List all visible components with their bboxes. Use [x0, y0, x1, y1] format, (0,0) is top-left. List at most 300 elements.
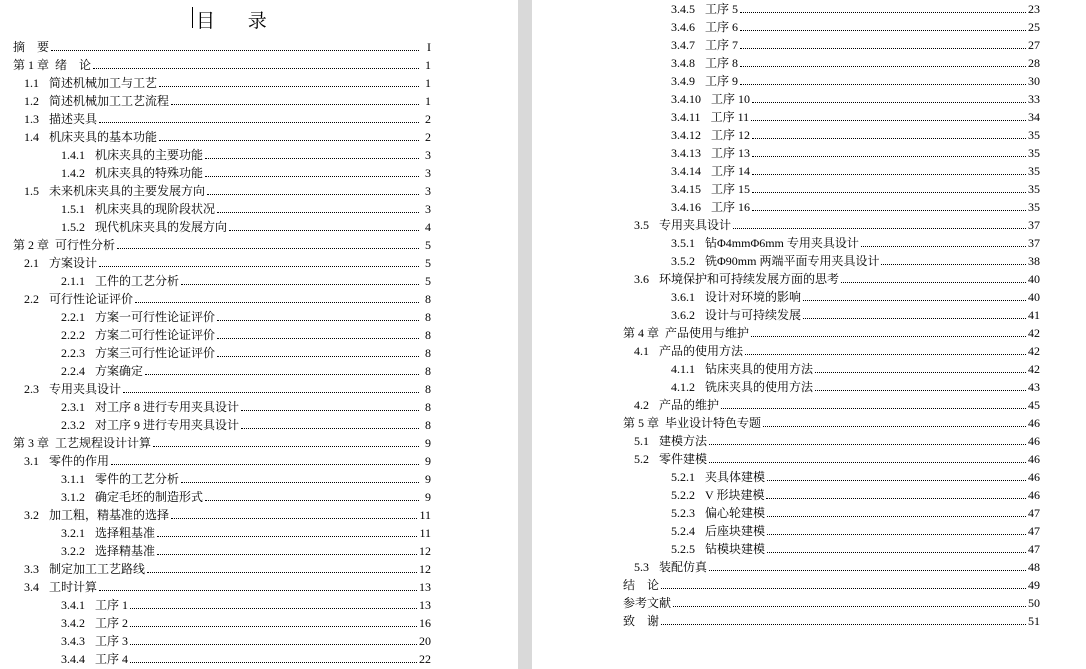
toc-entry-number: 1.2	[24, 94, 39, 108]
toc-entry-title: 零件的作用	[49, 454, 110, 468]
toc-entry-title: 零件建模	[659, 452, 708, 466]
toc-entry[interactable]	[671, 106, 1040, 124]
toc-entry-page: 13	[419, 598, 431, 612]
dot-leader	[815, 372, 1026, 373]
dot-leader	[740, 30, 1026, 31]
toc-entry[interactable]	[671, 16, 1040, 34]
dot-leader	[181, 482, 419, 483]
toc-entry-title: 加工粗，精基准的选择	[49, 508, 170, 522]
toc-entry[interactable]	[24, 576, 431, 594]
toc-entry-number: 5.2.3	[671, 506, 695, 520]
toc-entry[interactable]	[671, 52, 1040, 70]
toc-entry[interactable]	[671, 358, 1040, 376]
toc-entry-page: 33	[1028, 92, 1040, 106]
dot-leader	[733, 228, 1026, 229]
toc-entry-title: 机床夹具的基本功能	[49, 130, 158, 144]
toc-entry[interactable]	[634, 340, 1040, 358]
dot-leader	[99, 122, 419, 123]
dot-leader	[752, 102, 1026, 103]
toc-entry[interactable]	[13, 36, 431, 54]
toc-entry-title: 工序 14	[711, 164, 751, 178]
dot-leader	[205, 500, 419, 501]
dot-leader	[661, 588, 1026, 589]
toc-entry-title: 偏心轮建模	[705, 506, 766, 520]
toc-entry-page: 28	[1028, 56, 1040, 70]
toc-entry-title: 零件的工艺分析	[95, 472, 180, 486]
toc-entry[interactable]	[634, 448, 1040, 466]
toc-entry-number: 摘 要	[13, 40, 50, 54]
toc-entry-number: 4.1.1	[671, 362, 695, 376]
toc-entry-page: 45	[1028, 398, 1040, 412]
toc-entry[interactable]	[24, 288, 431, 306]
toc-entry[interactable]	[61, 162, 431, 180]
toc-entry[interactable]	[671, 142, 1040, 160]
toc-entry-title: 方案二可行性论证评价	[95, 328, 216, 342]
toc-entry-page: 13	[419, 580, 431, 594]
toc-entry-page: 30	[1028, 74, 1040, 88]
toc-entry-number: 3.1.1	[61, 472, 85, 486]
toc-entry-page: 46	[1028, 434, 1040, 448]
toc-entry-number: 5.1	[634, 434, 649, 448]
dot-leader	[207, 194, 419, 195]
toc-title: 目 录	[196, 11, 281, 32]
toc-entry[interactable]	[24, 252, 431, 270]
toc-entry[interactable]	[24, 504, 431, 522]
dot-leader	[229, 230, 419, 231]
toc-entry[interactable]	[671, 70, 1040, 88]
toc-entry-page: 25	[1028, 20, 1040, 34]
toc-entry[interactable]	[61, 324, 431, 342]
toc-entry-title: 工序 16	[711, 200, 751, 214]
toc-entry[interactable]	[634, 556, 1040, 574]
toc-entry-page: 8	[425, 292, 431, 306]
toc-entry-number: 第 3 章	[13, 436, 50, 450]
toc-entry-page: 43	[1028, 380, 1040, 394]
toc-entry[interactable]	[671, 88, 1040, 106]
toc-entry[interactable]	[671, 250, 1040, 268]
toc-entry-title: 工序 9	[705, 74, 739, 88]
dot-leader	[841, 282, 1026, 283]
dot-leader	[99, 590, 417, 591]
toc-entry-page: 20	[419, 634, 431, 648]
toc-entry-page: 3	[425, 184, 431, 198]
toc-entry[interactable]	[623, 574, 1040, 592]
toc-entry-title: 工件的工艺分析	[95, 274, 180, 288]
dot-leader	[145, 374, 419, 375]
dot-leader	[767, 552, 1026, 553]
toc-entry-page: 1	[425, 76, 431, 90]
toc-entry-number: 5.2.4	[671, 524, 695, 538]
toc-entry-number: 3.4.5	[671, 2, 695, 16]
dot-leader	[157, 554, 417, 555]
toc-entry[interactable]	[61, 216, 431, 234]
dot-leader	[241, 410, 419, 411]
toc-entry[interactable]	[623, 322, 1040, 340]
dot-leader	[181, 284, 419, 285]
toc-entry-number: 5.2.1	[671, 470, 695, 484]
toc-entry-title: 方案设计	[49, 256, 98, 270]
toc-entry-title: 钻Φ4mmΦ6mm 专用夹具设计	[705, 236, 859, 250]
toc-entry-number: 3.1	[24, 454, 39, 468]
toc-entry-title: 工序 1	[95, 598, 129, 612]
toc-entry-number: 2.3	[24, 382, 39, 396]
toc-entry-number: 3.6	[634, 272, 649, 286]
toc-entry[interactable]	[24, 180, 431, 198]
toc-entry-page: 23	[1028, 2, 1040, 16]
toc-entry-page: 37	[1028, 218, 1040, 232]
toc-page-left	[0, 0, 518, 669]
toc-entry-number: 1.1	[24, 76, 39, 90]
dot-leader	[147, 572, 417, 573]
toc-entry-page: I	[427, 40, 431, 54]
toc-entry-number: 3.4.6	[671, 20, 695, 34]
toc-entry-number: 第 2 章	[13, 238, 50, 252]
toc-entry[interactable]	[24, 378, 431, 396]
toc-entry-number: 3.4.2	[61, 616, 85, 630]
toc-entry-page: 8	[425, 418, 431, 432]
toc-entry-page: 51	[1028, 614, 1040, 628]
toc-entry-number: 2.2.2	[61, 328, 85, 342]
toc-entry-number: 1.3	[24, 112, 39, 126]
toc-entry-number: 3.4.9	[671, 74, 695, 88]
toc-entry-number: 2.2.3	[61, 346, 85, 360]
toc-entry-number: 结 论	[623, 578, 660, 592]
toc-entry-title: 设计与可持续发展	[705, 308, 802, 322]
toc-entry-page: 46	[1028, 488, 1040, 502]
toc-entry-title: 未来机床夹具的主要发展方向	[49, 184, 206, 198]
toc-entry[interactable]	[671, 124, 1040, 142]
dot-leader	[740, 66, 1026, 67]
dot-leader	[135, 302, 419, 303]
dot-leader	[740, 84, 1026, 85]
toc-page-right	[532, 0, 1086, 669]
toc-entry-title: 产品的使用方法	[659, 344, 744, 358]
toc-entry-page: 5	[425, 256, 431, 270]
toc-entry-title: 后座块建模	[705, 524, 766, 538]
dot-leader	[751, 336, 1026, 337]
toc-entry-page: 47	[1028, 542, 1040, 556]
toc-entry-title: 描述夹具	[49, 112, 98, 126]
toc-entry-number: 2.3.1	[61, 400, 85, 414]
toc-entry[interactable]	[671, 376, 1040, 394]
toc-entry-page: 11	[419, 508, 431, 522]
toc-entry[interactable]	[24, 126, 431, 144]
toc-entry-title: 简述机械加工工艺流程	[49, 94, 170, 108]
toc-entry-page: 12	[419, 544, 431, 558]
toc-entry-title: 现代机床夹具的发展方向	[95, 220, 228, 234]
toc-entry-page: 40	[1028, 272, 1040, 286]
dot-leader	[803, 300, 1026, 301]
dot-leader	[130, 626, 417, 627]
dot-leader	[745, 354, 1026, 355]
dot-leader	[157, 536, 417, 537]
toc-entry-page: 35	[1028, 146, 1040, 160]
toc-entry[interactable]	[671, 0, 1040, 16]
toc-entry-number: 参考文献	[623, 596, 672, 610]
toc-entry-title: 方案三可行性论证评价	[95, 346, 216, 360]
toc-entry-number: 3.2	[24, 508, 39, 522]
toc-entry-page: 34	[1028, 110, 1040, 124]
dot-leader	[766, 498, 1026, 499]
toc-entry[interactable]	[623, 610, 1040, 628]
toc-entry-title: 工序 4	[95, 652, 129, 666]
dot-leader	[861, 246, 1026, 247]
toc-entry-number: 5.2.2	[671, 488, 695, 502]
toc-entry[interactable]	[13, 54, 431, 72]
toc-entry[interactable]	[61, 594, 431, 612]
toc-entry[interactable]	[671, 160, 1040, 178]
toc-entry-page: 9	[425, 472, 431, 486]
toc-entry-number: 3.5.1	[671, 236, 695, 250]
toc-entry[interactable]	[61, 198, 431, 216]
toc-entry[interactable]	[24, 108, 431, 126]
dot-leader	[241, 428, 419, 429]
toc-entry[interactable]	[24, 450, 431, 468]
toc-entry[interactable]	[61, 270, 431, 288]
toc-entry-number: 3.3	[24, 562, 39, 576]
toc-entry-title: 选择粗基准	[95, 526, 156, 540]
toc-entry[interactable]	[61, 648, 431, 666]
toc-entry-page: 49	[1028, 578, 1040, 592]
toc-entry-page: 50	[1028, 596, 1040, 610]
toc-entry-title: 工艺规程设计计算	[55, 436, 152, 450]
toc-entry-title: 对工序 8 进行专用夹具设计	[95, 400, 240, 414]
toc-entry-page: 46	[1028, 416, 1040, 430]
toc-entry[interactable]	[61, 360, 431, 378]
toc-entry[interactable]	[24, 558, 431, 576]
toc-entry-number: 3.5.2	[671, 254, 695, 268]
toc-entry-title: 简述机械加工与工艺	[49, 76, 158, 90]
toc-entry-page: 47	[1028, 524, 1040, 538]
toc-entry-page: 35	[1028, 128, 1040, 142]
dot-leader	[709, 570, 1026, 571]
toc-entry-title: 机床夹具的主要功能	[95, 148, 204, 162]
toc-entry-title: 工时计算	[49, 580, 98, 594]
toc-entry-number: 3.4.12	[671, 128, 701, 142]
toc-entry-title: 设计对环境的影响	[705, 290, 802, 304]
toc-entry-number: 3.4.10	[671, 92, 701, 106]
toc-entry-page: 35	[1028, 200, 1040, 214]
toc-entry[interactable]	[13, 234, 431, 252]
toc-entry-title: 工序 6	[705, 20, 739, 34]
dot-leader	[752, 210, 1026, 211]
toc-entry[interactable]	[61, 540, 431, 558]
text-cursor	[192, 7, 193, 28]
toc-entry-number: 3.4.3	[61, 634, 85, 648]
toc-entry[interactable]	[24, 72, 431, 90]
toc-entry-title: 工序 5	[705, 2, 739, 16]
toc-entry[interactable]	[634, 394, 1040, 412]
toc-entry-page: 48	[1028, 560, 1040, 574]
toc-entry[interactable]	[671, 538, 1040, 556]
toc-entry-title: 工序 8	[705, 56, 739, 70]
dot-leader	[205, 176, 419, 177]
dot-leader	[767, 516, 1026, 517]
toc-entry-page: 8	[425, 364, 431, 378]
toc-entry-page: 8	[425, 328, 431, 342]
toc-entry-number: 3.4.7	[671, 38, 695, 52]
toc-entry[interactable]	[24, 90, 431, 108]
dot-leader	[153, 446, 419, 447]
toc-entry[interactable]	[671, 178, 1040, 196]
toc-entry[interactable]	[61, 396, 431, 414]
toc-entry-page: 1	[425, 58, 431, 72]
toc-entry-page: 22	[419, 652, 431, 666]
dot-leader	[117, 248, 419, 249]
toc-entry-title: 绪 论	[55, 58, 92, 72]
dot-leader	[217, 356, 419, 357]
toc-entry-number: 5.2.5	[671, 542, 695, 556]
toc-entry-number: 1.5.1	[61, 202, 85, 216]
toc-entry[interactable]	[671, 34, 1040, 52]
toc-entry-number: 3.4.4	[61, 652, 85, 666]
toc-entry[interactable]	[13, 432, 431, 450]
toc-entry[interactable]	[61, 306, 431, 324]
toc-entry[interactable]	[671, 286, 1040, 304]
toc-entry[interactable]	[634, 214, 1040, 232]
toc-entry-page: 41	[1028, 308, 1040, 322]
toc-entry[interactable]	[671, 502, 1040, 520]
toc-entry-title: 工序 13	[711, 146, 751, 160]
toc-entry[interactable]	[623, 592, 1040, 610]
toc-entry-title: 方案确定	[95, 364, 144, 378]
toc-entry-page: 9	[425, 490, 431, 504]
toc-entry-page: 8	[425, 382, 431, 396]
toc-entry-title: 专用夹具设计	[659, 218, 732, 232]
toc-entry-title: 机床夹具的特殊功能	[95, 166, 204, 180]
dot-leader	[217, 320, 419, 321]
toc-entry-page: 38	[1028, 254, 1040, 268]
toc-entry-number: 1.4.1	[61, 148, 85, 162]
dot-leader	[709, 444, 1026, 445]
toc-entry-number: 1.4	[24, 130, 39, 144]
toc-entry-title: 对工序 9 进行专用夹具设计	[95, 418, 240, 432]
toc-entry-page: 5	[425, 238, 431, 252]
toc-entry-number: 3.4.15	[671, 182, 701, 196]
dot-leader	[130, 644, 417, 645]
toc-entry[interactable]	[634, 430, 1040, 448]
toc-entry-number: 3.4	[24, 580, 39, 594]
toc-entry-title: 机床夹具的现阶段状况	[95, 202, 216, 216]
toc-entry-page: 37	[1028, 236, 1040, 250]
dot-leader	[171, 518, 417, 519]
dot-leader	[205, 158, 419, 159]
dot-leader	[217, 212, 419, 213]
toc-entry[interactable]	[61, 486, 431, 504]
dot-leader	[815, 390, 1026, 391]
toc-entry-number: 3.4.1	[61, 598, 85, 612]
toc-entry[interactable]	[61, 612, 431, 630]
dot-leader	[767, 480, 1026, 481]
toc-entry[interactable]	[61, 342, 431, 360]
toc-entry-number: 3.4.16	[671, 200, 701, 214]
toc-entry[interactable]	[671, 484, 1040, 502]
toc-entry-title: 工序 11	[710, 110, 750, 124]
toc-entry-number: 3.6.2	[671, 308, 695, 322]
dot-leader	[159, 140, 419, 141]
toc-entry-page: 8	[425, 346, 431, 360]
toc-entry[interactable]	[671, 232, 1040, 250]
dot-leader	[803, 318, 1026, 319]
toc-entry-page: 8	[425, 400, 431, 414]
dot-leader	[93, 68, 419, 69]
toc-entry-title: 选择精基准	[95, 544, 156, 558]
toc-entry[interactable]	[61, 522, 431, 540]
toc-entry-title: 钻床夹具的使用方法	[705, 362, 814, 376]
toc-entry-title: 夹具体建模	[705, 470, 766, 484]
toc-entry-page: 42	[1028, 344, 1040, 358]
toc-entry[interactable]	[623, 412, 1040, 430]
dot-leader	[130, 608, 417, 609]
toc-entry[interactable]	[61, 414, 431, 432]
toc-entry-title: 装配仿真	[659, 560, 708, 574]
toc-entry[interactable]	[671, 466, 1040, 484]
toc-entry-title: V 形块建模	[705, 488, 765, 502]
toc-entry-title: 专用夹具设计	[49, 382, 122, 396]
toc-entry[interactable]	[671, 196, 1040, 214]
toc-entry-page: 8	[425, 310, 431, 324]
toc-entry-page: 3	[425, 148, 431, 162]
toc-entry-number: 3.4.14	[671, 164, 701, 178]
toc-entry-title: 确定毛坯的制造形式	[95, 490, 204, 504]
toc-entry[interactable]	[61, 630, 431, 648]
toc-entry-number: 3.4.13	[671, 146, 701, 160]
toc-entry-number: 2.2.4	[61, 364, 85, 378]
toc-entry-number: 2.2.1	[61, 310, 85, 324]
toc-entry-title: 环境保护和可持续发展方面的思考	[659, 272, 840, 286]
toc-entry[interactable]	[61, 468, 431, 486]
toc-entry-page: 27	[1028, 38, 1040, 52]
toc-entry-number: 2.2	[24, 292, 39, 306]
toc-entry-number: 2.3.2	[61, 418, 85, 432]
toc-entry-title: 工序 3	[95, 634, 129, 648]
toc-entry-title: 方案一可行性论证评价	[95, 310, 216, 324]
toc-entry[interactable]	[634, 268, 1040, 286]
toc-entry-page: 46	[1028, 470, 1040, 484]
toc-entry-number: 1.5.2	[61, 220, 85, 234]
dot-leader	[881, 264, 1026, 265]
toc-entry-number: 3.2.1	[61, 526, 85, 540]
toc-entry-number: 3.5	[634, 218, 649, 232]
dot-leader	[752, 138, 1026, 139]
toc-entry-page: 11	[419, 526, 431, 540]
dot-leader	[752, 192, 1026, 193]
dot-leader	[123, 392, 419, 393]
dot-leader	[752, 156, 1026, 157]
toc-entry[interactable]	[61, 144, 431, 162]
toc-entry-title: 工序 15	[711, 182, 751, 196]
toc-entry-page: 1	[425, 94, 431, 108]
toc-entry-page: 4	[425, 220, 431, 234]
toc-entry-number: 3.4.8	[671, 56, 695, 70]
toc-entry[interactable]	[671, 520, 1040, 538]
dot-leader	[740, 12, 1026, 13]
toc-entry-page: 42	[1028, 362, 1040, 376]
toc-entry-number: 4.1.2	[671, 380, 695, 394]
toc-entry-number: 3.1.2	[61, 490, 85, 504]
toc-entry-number: 1.5	[24, 184, 39, 198]
dot-leader	[740, 48, 1026, 49]
dot-leader	[709, 462, 1026, 463]
toc-entry-number: 4.2	[634, 398, 649, 412]
toc-entry-title: 毕业设计特色专题	[665, 416, 762, 430]
dot-leader	[767, 534, 1026, 535]
toc-entry-title: 钻模块建模	[705, 542, 766, 556]
toc-entry-page: 35	[1028, 164, 1040, 178]
dot-leader	[751, 120, 1026, 121]
toc-entry[interactable]	[671, 304, 1040, 322]
dot-leader	[171, 104, 419, 105]
